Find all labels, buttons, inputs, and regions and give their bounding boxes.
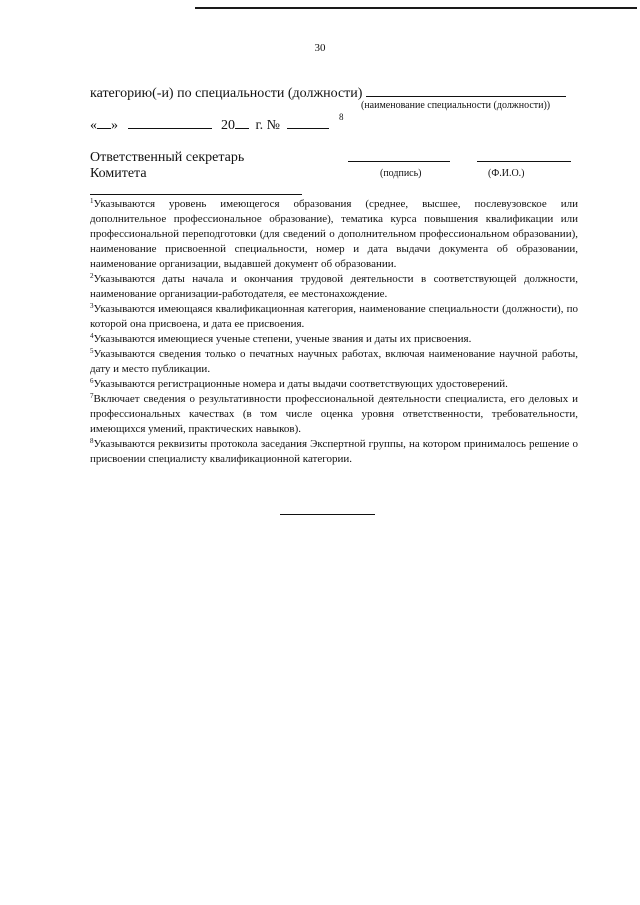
footnote-item (90, 302, 578, 332)
footnote-number: 7 (90, 392, 94, 400)
footnote-text: Указываются уровень имеющегося образования (среднее, высшее, послевузовское или дополнительное профессиональное образование), тематика курса повышения квалификации или профессиональной переподготовки (для сведений о дополнительном профессиональном образовании), наименование присвоенной специальности, номер и дата выдачи документа об образовании, наименование организации, выдавшей документ об образовании. (90, 198, 578, 270)
day-blank (97, 116, 111, 129)
number-blank (287, 116, 329, 129)
specialty-caption: (наименование специальности (должности)) (361, 100, 551, 111)
signature-line (348, 161, 450, 162)
year-blank (235, 116, 249, 129)
footnote-number: 6 (90, 377, 94, 385)
footnote-text: Указываются даты начала и окончания трудовой деятельности в соответствующей должности, наименование организации-работодателя, ее местонахождение. (90, 273, 578, 300)
footnote-text: Включает сведения о результативности профессиональной деятельности специалиста, его деловых и профессиональных качествах (в том числе оценка уровня ответственности, требовательности, имеющихся умений, практических навыков). (90, 393, 578, 435)
specialty-blank (366, 84, 566, 97)
footnote-ref-8: 8 (339, 112, 344, 122)
page-number: 30 (314, 42, 326, 54)
signature-caption: (подпись) (380, 168, 422, 179)
footnote-number: 5 (90, 347, 94, 355)
footnote-number: 3 (90, 302, 94, 310)
quote-close: » (111, 118, 118, 133)
footnote-text: Указываются имеющиеся ученые степени, ученые звания и даты их присвоения. (93, 333, 472, 345)
footnote-text: Указываются сведения только о печатных научных работах, включая наименование научной работы, дату и место публикации. (90, 348, 578, 375)
month-blank (128, 116, 212, 129)
footnote-item (90, 347, 578, 377)
footnote-number: 2 (90, 272, 94, 280)
secretary-title-line2: Комитета (90, 166, 147, 181)
year-prefix: 20 (221, 118, 235, 133)
footnote-number: 1 (90, 197, 94, 205)
footnote-item (90, 392, 578, 437)
scan-edge-line (195, 7, 637, 9)
secretary-title-line1: Ответственный секретарь (90, 150, 245, 165)
date-line (90, 116, 329, 134)
name-caption: (Ф.И.О.) (488, 168, 525, 179)
footnote-item (90, 437, 578, 467)
quote-open: « (90, 118, 97, 133)
footnote-separator (90, 194, 302, 195)
footnote-item (90, 377, 578, 392)
category-label: категорию(-и) по специальности (должности) (90, 86, 363, 101)
footnote-text: Указываются реквизиты протокола заседания Экспертной группы, на котором принималось решение о присвоении специалисту квалификационной категории. (90, 438, 578, 465)
footnote-item (90, 332, 578, 347)
footnote-number: 8 (90, 437, 94, 445)
end-separator (280, 514, 375, 515)
number-label: г. № (255, 118, 281, 133)
name-line (477, 161, 571, 162)
footnote-item (90, 272, 578, 302)
footnote-text: Указываются имеющаяся квалификационная категория, наименование специальности (должности), по которой она присвоена, и дата ее присвоения. (90, 303, 578, 330)
footnote-number: 4 (90, 332, 94, 340)
footnote-item (90, 197, 578, 272)
footnotes (90, 197, 578, 467)
footnote-text: Указываются регистрационные номера и даты выдачи соответствующих удостоверений. (93, 378, 508, 390)
